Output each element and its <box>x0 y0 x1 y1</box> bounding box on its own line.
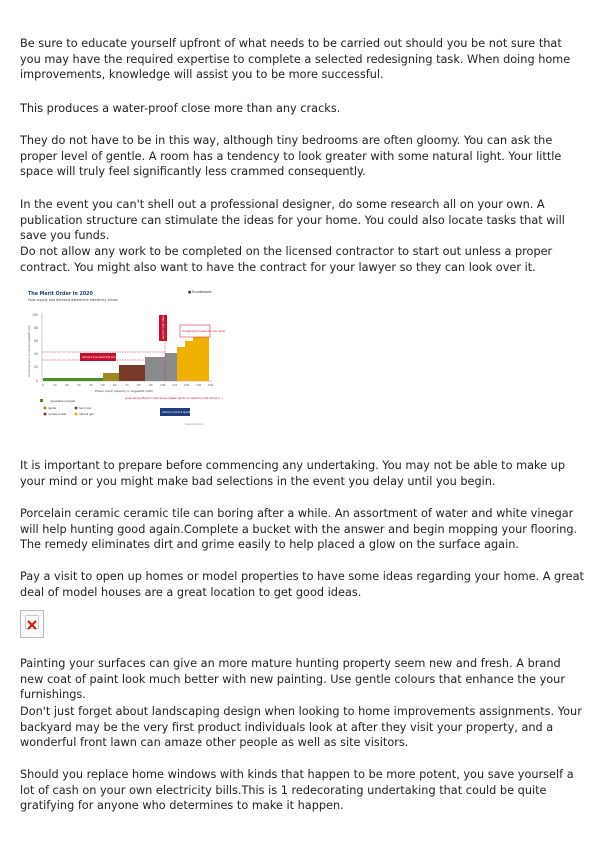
x-tick-label: 30 <box>77 383 81 387</box>
paragraph: Be sure to educate yourself upfront of what needs to be carried out should you be not sure that you may have the required expertise to complete a selected redesigning task. When doing home improvements, knowledge will assist you to be more successful. <box>20 37 571 81</box>
x-ticks <box>42 383 214 387</box>
merit-order-figure <box>20 285 225 440</box>
figure-brand: ■ Bundesamt <box>188 290 212 294</box>
figure-footer: www.bdwrkt.de <box>185 423 204 426</box>
annotation-vertical: demand (high electricity prices) <box>162 300 165 339</box>
bar-lignite <box>103 373 119 381</box>
figure-title: The Merit Order in 2020 <box>28 292 93 297</box>
red-x-icon <box>26 619 38 631</box>
y-axis-label: electricity price in euros/megawatt hour <box>28 324 31 377</box>
x-tick-label: 120 <box>184 383 190 387</box>
paragraph: They do not have to be in this way, although tiny bedrooms are often gloomy. You can ask the proper level of gentle. A room has a tendency to look greater with some natural light. Your little space will truly feel significantly less crammed consequently. <box>20 134 562 178</box>
y-tick-label: 20 <box>34 365 39 369</box>
bar-natural-gas-3 <box>185 341 193 381</box>
paragraph: It is important to prepare before commencing any undertaking. You may not be able to make up your mind or you might make bad selections in the event you delay until you begin. <box>20 459 566 488</box>
legend-label: hard coal <box>79 407 92 410</box>
y-tick-label: 80 <box>34 326 39 330</box>
paragraph: In the event you can't shell out a professional designer, do some research all on your own. A publication structure can stimulate the ideas for your home. You could also locate tasks that will save you funds. <box>20 198 565 242</box>
paragraph: Pay a visit to open up homes or model properties to have some ideas regarding your home. A great deal of model houses are a great location to get good ideas. <box>20 570 584 599</box>
bar-oil-1 <box>193 335 201 381</box>
legend-label: natural gas <box>79 413 94 416</box>
legend-label: nuclear power <box>48 413 67 416</box>
bar-renewables <box>43 378 103 381</box>
x-tick-label: 130 <box>196 383 202 387</box>
note-b: power plants not needed to meet demand (...) <box>170 397 224 400</box>
legend-label: renewable energies <box>50 400 76 403</box>
bar-hard-coal <box>119 365 145 381</box>
annotation-right: Sunlight plant needed to cover demand <box>182 330 225 333</box>
x-tick-label: 10 <box>53 383 57 387</box>
x-tick-label: 70 <box>125 383 129 387</box>
x-tick-label: 90 <box>149 383 153 387</box>
y-tick-label: 100 <box>32 313 39 317</box>
broken-image-icon <box>20 610 44 638</box>
x-tick-label: 110 <box>172 383 178 387</box>
annotation-left: demand (low electricity prices) <box>82 356 120 359</box>
x-tick-label: 100 <box>160 383 166 387</box>
x-tick-label: 80 <box>137 383 141 387</box>
paragraph: This produces a water-proof close more than any cracks. <box>20 102 341 115</box>
x-axis-label: Power plant capacity in Gigawatt (GW) <box>95 389 154 393</box>
x-tick-label: 60 <box>113 383 117 387</box>
y-tick-label: 40 <box>34 352 39 356</box>
note-box-label: demand (not at a specific time) <box>162 411 199 414</box>
y-tick-label: 0 <box>36 379 39 383</box>
x-tick-label: 40 <box>89 383 93 387</box>
x-tick-label: 50 <box>101 383 105 387</box>
bar-natural-gas-2 <box>177 347 185 381</box>
x-tick-label: 20 <box>65 383 69 387</box>
merit-order-chart <box>20 285 225 440</box>
note-a: power plants offered to meet demand (...) <box>125 397 174 400</box>
x-tick-label: 140 <box>208 383 214 387</box>
bar-natural-gas-1 <box>165 353 177 381</box>
paragraph: Don't just forget about landscaping design when looking to home improvements assignments. Your backyard may be the very first product individuals look at after they visit your property, and a wonderful front lawn can amaze other people as well as site visitors. <box>20 705 582 749</box>
paragraph: Porcelain ceramic ceramic tile can boring after a while. An assortment of water and white vinegar will help hunting good again.Complete a bucket with the answer and begin mopping your flooring. The remedy eliminates dirt and grime easily to help placed a glow on the surface again. <box>20 507 578 551</box>
y-tick-label: 60 <box>34 339 39 343</box>
paragraph: Should you replace home windows with kinds that happen to be more potent, you save yourself a lot of cash on your own electricity bills.This is 1 redecorating undertaking that could be quite gratifying for anyone who determines to make it happen. <box>20 768 574 812</box>
paragraph: Painting your surfaces can give an more mature hunting property seem new and fresh. A brand new coat of paint look much better with new painting. Use gentle colours that enhance the your furnishings. <box>20 657 565 701</box>
legend-label: lignite <box>48 407 57 410</box>
x-tick-label: 0 <box>42 383 44 387</box>
figure-subtitle: How supply and demand determine electricity prices <box>28 298 118 302</box>
paragraph: Do not allow any work to be completed on the licensed contractor to start out unless a proper contract. You might also want to have the contract for your lawyer so they can look over it. <box>20 245 553 274</box>
bar-nuclear <box>145 357 165 381</box>
